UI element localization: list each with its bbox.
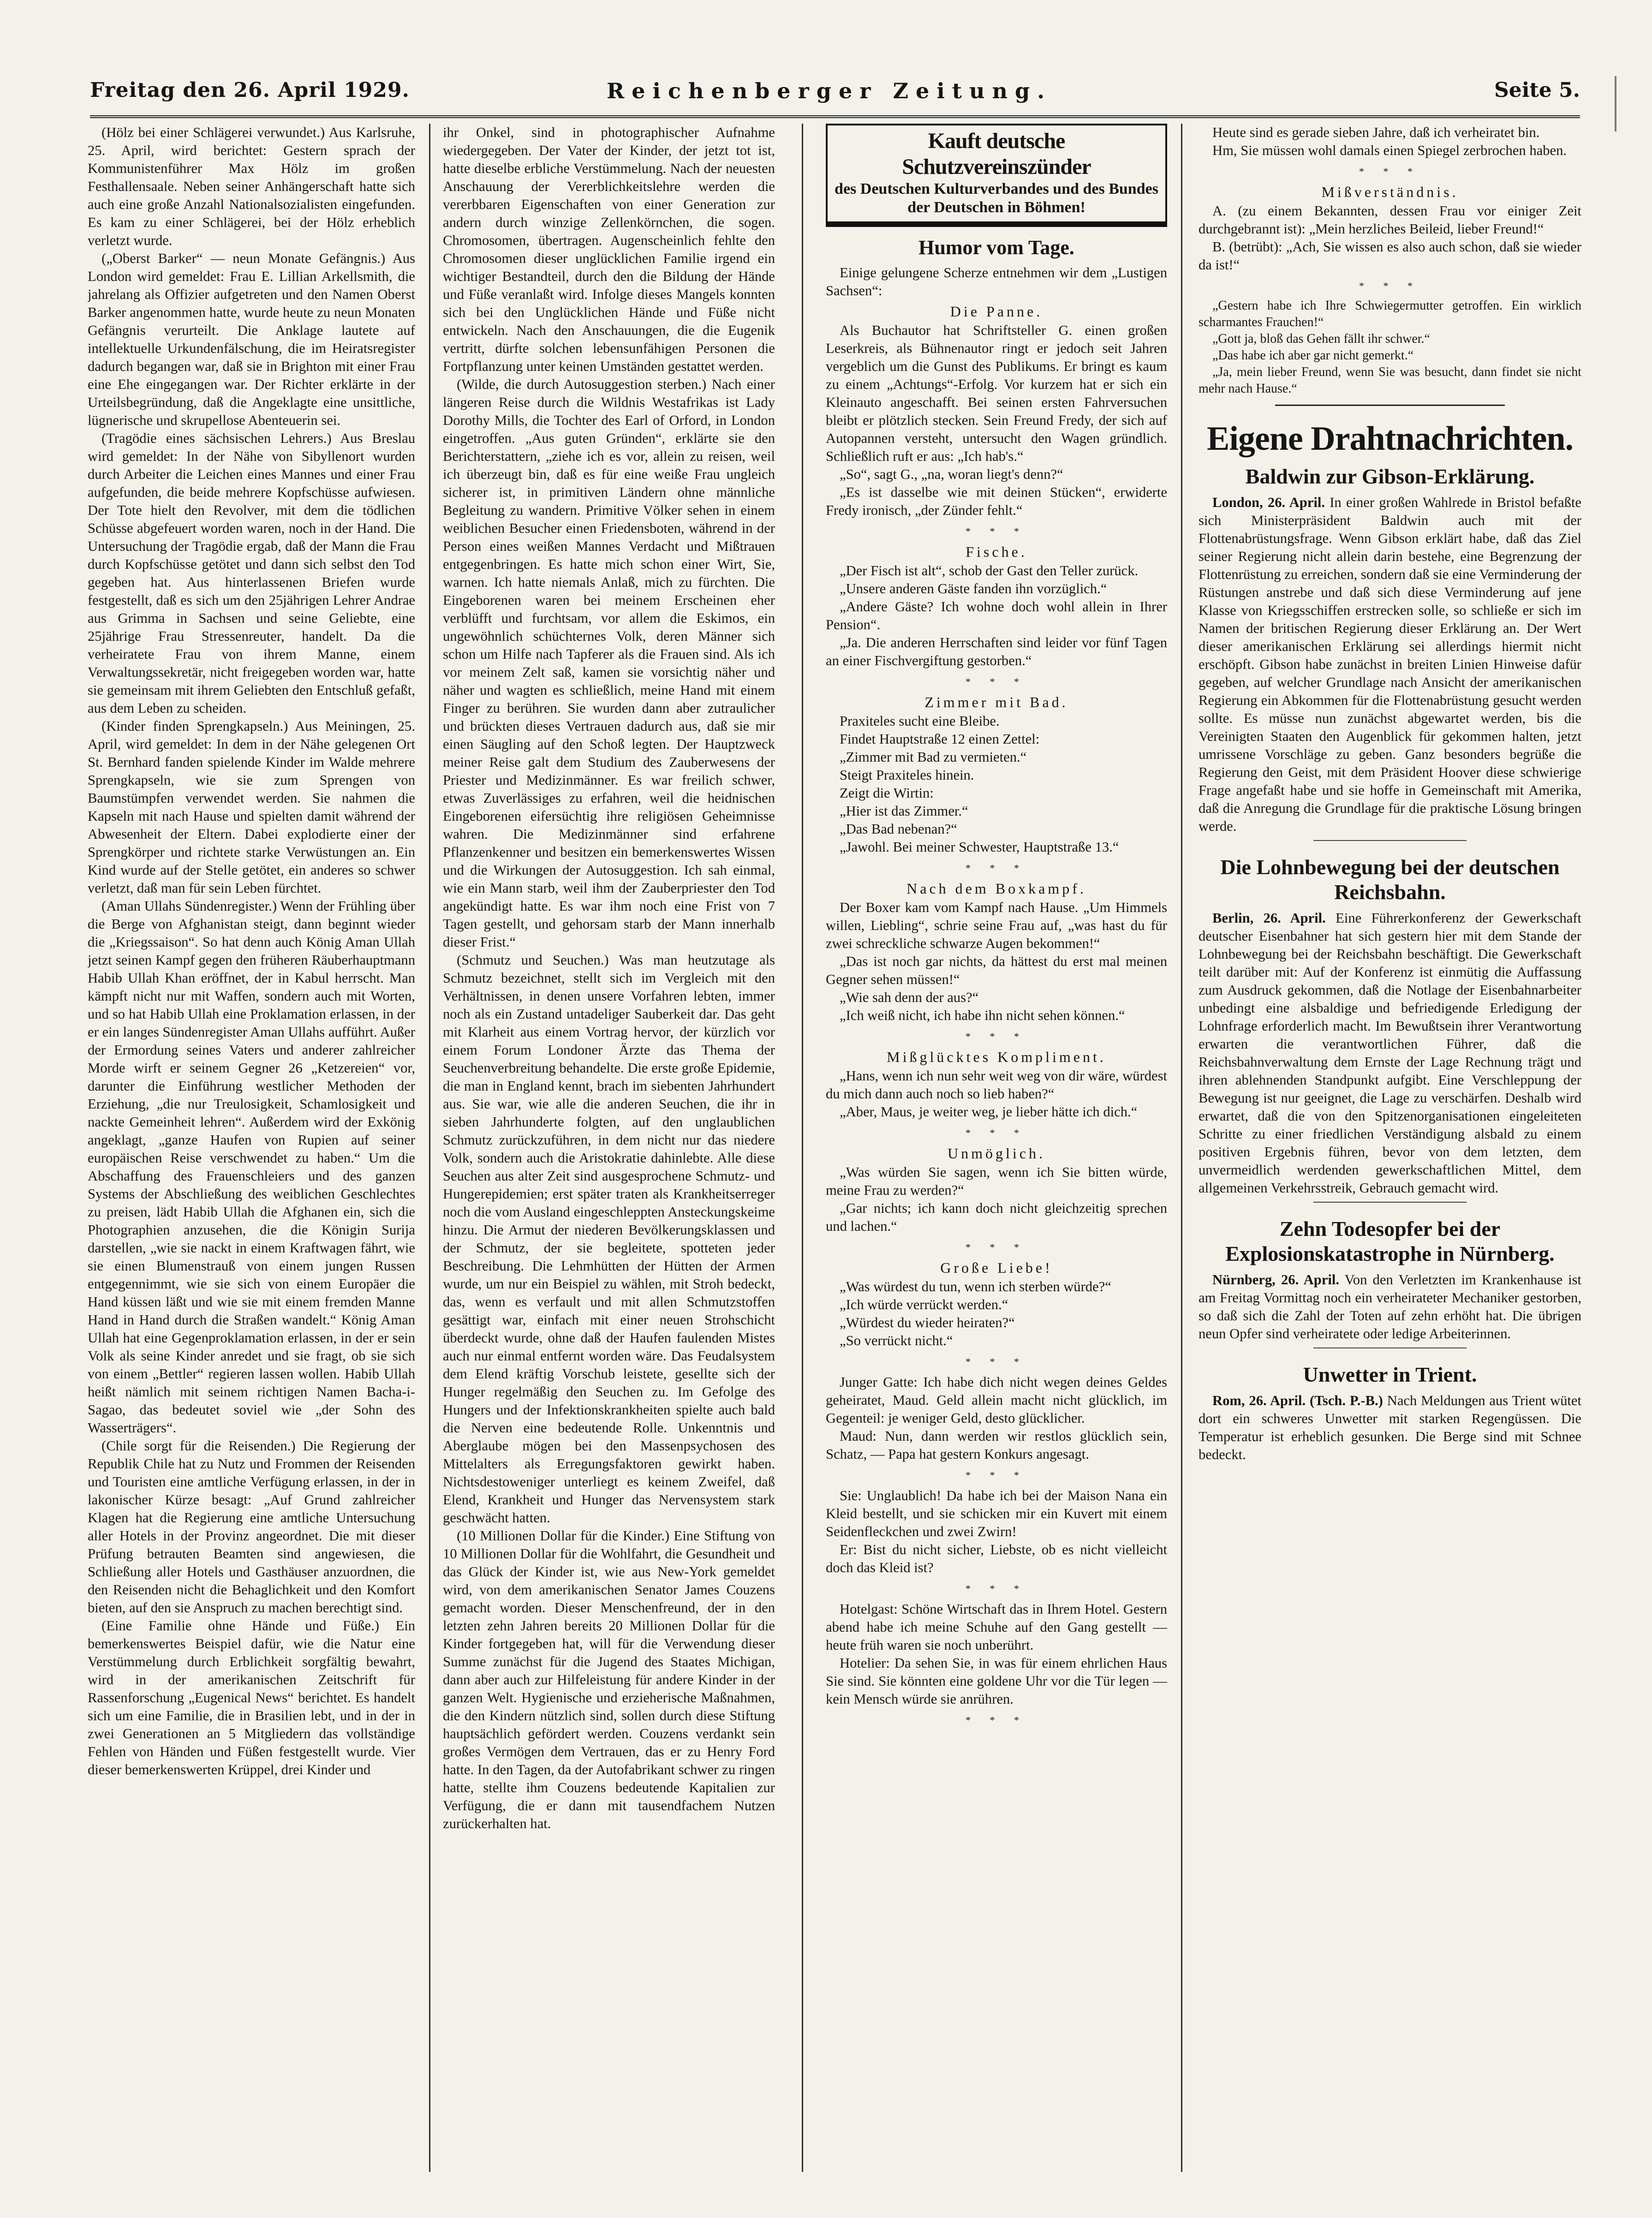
separator-stars: * * * xyxy=(966,862,1027,874)
joke-paragraph: „So“, sagt G., „na, woran liegt's denn?“ xyxy=(840,466,1063,482)
advertisement-box xyxy=(826,124,1167,227)
joke-paragraph: Praxiteles sucht eine Bleibe. xyxy=(840,713,1000,729)
joke-paragraph: „Das Bad nebenan?“ xyxy=(840,821,957,837)
section-rule xyxy=(1313,1202,1467,1203)
column-divider xyxy=(802,124,803,2172)
separator-stars: * * * xyxy=(966,1356,1027,1367)
joke-paragraph: Hm, Sie müssen wohl damals einen Spiegel zerbrochen haben. xyxy=(1212,143,1567,158)
dateline: Berlin, 26. April. xyxy=(1212,910,1326,926)
section-rule xyxy=(1313,840,1467,841)
joke-paragraph: Hotelgast: Schöne Wirtschaft das in Ihrem Hotel. Gestern abend habe ich meine Schuhe auf den Gang gestellt — heute früh waren sie noch unberührt. xyxy=(826,1601,1167,1653)
masthead-rule xyxy=(90,115,1580,118)
joke-paragraph: „Gott ja, bloß das Gehen fällt ihr schwer.“ xyxy=(1212,332,1430,346)
joke-paragraph: „Gestern habe ich Ihre Schwiegermutter getroffen. Ein wirklich scharmantes Frauchen!“ xyxy=(1199,298,1581,329)
joke-paragraph: A. (zu einem Bekannten, dessen Frau vor einiger Zeit durchgebrannt ist): „Mein herzliches Beileid, lieber Freund!“ xyxy=(1199,203,1581,237)
joke-paragraph: „Würdest du wieder heiraten?“ xyxy=(840,1315,1015,1330)
joke-title: Zimmer mit Bad. xyxy=(924,694,1068,710)
column-divider xyxy=(429,124,430,2172)
joke-paragraph: „Aber, Maus, je weiter weg, je lieber hätte ich dich.“ xyxy=(840,1104,1138,1120)
news-item-autosuggestion: (Wilde, die durch Autosuggestion sterben.) Nach einer längeren Reise durch die Wildnis Westafrikas ist Lady Dorothy Mills, die Tochter des Earl of Orford, in London eingetroffen. „Aus guten Gründen“, erklärte sie den Berichterstattern, „ziehe ich es vor, allein zu reisen, weil ich überzeugt bin, daß es für eine weiße Frau ungleich sicherer ist, in primitiven Ländern ohne männliche Begleitung zu wandern. Primitive Völker sehen in einem weiblichen Besucher einen Friedensboten, während in der Person eines weißen Mannes Verdacht und Mißtrauen entgegenbringen. Es hatte mich schon einer Wirt, Sie, warnen. Ich hatte niemals Anlaß, mich zu fürchten. Die Eingeborenen waren bei meinem Erscheinen eher verblüfft und furchtsam, vor allem die Eskimos, ein ungewöhnlich schüchternes Volk, deren Männer sich schon um Hilfe nach Tapferer als die Frauen sind. Als ich vor meinem Zelt saß, kamen sie vorsichtig näher und näher und wagten es schließlich, meine Hand mit einem Finger zu berühren. Sie wurden dann aber zutraulicher und brückten dieses Vertrauen dadurch aus, daß sie mir einen Säugling auf den Schoß legten. Der Hauptzweck meiner Reise galt dem Studium des Zauberwesens der Priester und Medizinmänner. Es war freilich schwer, etwas Zuverlässiges zu erfahren, weil die heidnischen Eingeborenen eifersüchtig ihre religiösen Geheimnisse wahren. Die Medizinmänner sind erfahrene Pflanzenkenner und besitzen ein bemerkenswertes Wissen und die Wirkungen der Autosuggestion. Ich sah einmal, wie ein Mann starb, weil ihm der Zauberpriester den Tod angekündigt hatte. Es war ihm noch eine Frist von 7 Tagen gestellt, und gehorsam starb der Mann innerhalb dieser Frist.“ xyxy=(443,376,775,950)
dateline: London, 26. April. xyxy=(1212,495,1325,510)
joke-paragraph: „Andere Gäste? Ich wohne doch wohl allein in Ihrer Pension“. xyxy=(826,599,1167,632)
joke-paragraph: Zeigt die Wirtin: xyxy=(840,785,934,801)
joke-paragraph: Er: Bist du nicht sicher, Liebste, ob es nicht vielleicht doch das Kleid ist? xyxy=(826,1542,1167,1575)
column-2 xyxy=(443,124,775,2172)
joke-title: Große Liebe! xyxy=(940,1259,1053,1276)
joke-paragraph: B. (betrübt): „Ach, Sie wissen es also auch schon, daß sie wieder da ist!“ xyxy=(1199,239,1581,273)
separator-stars: * * * xyxy=(966,1714,1027,1726)
article-text: Von den Verletzten im Krankenhause ist am Freitag Vormittag noch ein verheirateter Mechaniker gestorben, so daß sich die Zahl der Toten auf zehn erhöht hat. Die übrigen neun Opfer sind verheiratete oder ledige Arbeiterinnen. xyxy=(1199,1272,1581,1342)
joke-paragraph: „Ich würde verrückt werden.“ xyxy=(840,1297,1008,1312)
issue-date: Freitag den 26. April 1929. xyxy=(90,78,410,102)
article-body-lohnbewegung xyxy=(1199,909,1581,1197)
separator-stars: * * * xyxy=(966,1031,1027,1042)
article-text: In einer großen Wahlrede in Bristol befaßte sich Ministerpräsident Baldwin auch mit der Flottenabrüstungsfrage. Wenn Gibson erklärt habe, daß das Ziel seiner Regierung nicht allein darin bestehe, eine Begrenzung der Flottenrüstung zu erreichen, sondern daß sie eine Verminderung der Rüstungen anstrebe und daß sich diese Verminderung auf jene Klasse von Kriegsschiffen erstrecken solle, so schließe er sich im Namen der britischen Regierung dieser Erklärung an. Der Wert dieser amerikanischen Erklärung sei allerdings hiermit nicht erschöpft. Gibson habe zunächst in breiten Linien Hinweise dafür gegeben, auf welcher Grundlage nach Ansicht der amerikanischen Regierung ein Abkommen für die Flottenabrüstung gesucht werden sollte. Es müsse nun zunächst abgewartet werden, bis die Vereinigten Staaten den Augenblick für gekommen halten, jetzt umrissene Vorschläge zu geben. Ganz besonders begrüße die Regierung den Geist, mit dem Präsident Hoover diese schwierige Frage angefaßt habe und sie hoffe in Gemeinschaft mit Amerika, daß die Anregung die Grundlage für die praktische Lösung bringen werde. xyxy=(1199,495,1581,834)
article-body-baldwin xyxy=(1199,494,1581,835)
newspaper-title: Reichenberger Zeitung. xyxy=(607,78,1052,103)
news-item-hoelz: (Hölz bei einer Schlägerei verwundet.) Aus Karlsruhe, 25. April, wird berichtet: Gestern sprach der Kommunistenführer Max Hölz im großen Festhallensaale. Neben seiner Anhängerschaft hatte sich auch eine große Anzahl Nationalsozialisten eingefunden. Es kam zu einer Schlägerei, bei der Hölz erheblich verletzt wurde. xyxy=(88,125,415,248)
joke-title: Nach dem Boxkampf. xyxy=(907,880,1086,897)
article-text: Nach Meldungen aus Trient wütet dort ein schweres Unwetter mit starken Regengüssen. Die Temperatur ist erheblich gesunken. Die Berge sind mit Schnee bedeckt. xyxy=(1199,1393,1581,1462)
dateline: Nürnberg, 26. April. xyxy=(1212,1272,1340,1288)
news-item-lehrer-tragoedie: (Tragödie eines sächsischen Lehrers.) Aus Breslau wird gemeldet: In der Nähe von Sibyllenort wurden durch Arbeiter die Leichen eines Mannes und einer Frau aufgefunden, die beide mehrere Kopfschüsse aufwiesen. Der Tote hielt den Revolver, mit dem die tödlichen Schüsse abgefeuert worden waren, noch in der Hand. Die Untersuchung der Tragödie ergab, daß der Mann die Frau durch Kopfschüsse getötet und dann sich selbst den Tod gegeben hat. Aus hinterlassenen Briefen wurde festgestellt, daß es sich um den 25jährigen Lehrer Andrae aus Grimma in Sachsen und seine Geliebte, eine 25jährige Frau Stressenreuter, handelt. Da die verheiratete Frau von ihrem Manne, einem Verwaltungssekretär, nicht freigegeben worden war, hatte sie gemeinsam mit ihrem Geliebten den Entschluß gefaßt, aus dem Leben zu scheiden. xyxy=(88,430,415,716)
ad-headline: Kauft deutsche Schutzvereinszünder xyxy=(902,129,1091,179)
joke-paragraph: „Der Fisch ist alt“, schob der Gast den Teller zurück. xyxy=(840,563,1139,578)
joke-paragraph: „Das habe ich aber gar nicht gemerkt.“ xyxy=(1212,348,1414,363)
column-divider xyxy=(1181,124,1182,2172)
news-item-stiftung: (10 Millionen Dollar für die Kinder.) Eine Stiftung von 10 Millionen Dollar für die Wohlfahrt, die Gesundheit und das Glück der Kinder ist, wie aus New-York gemeldet wird, von dem amerikanischen Senator James Couzens gemacht worden. Dieser Menschenfreund, der in den letzten zehn Jahren bereits 20 Millionen Dollar für die Kinder fortgegeben hat, will für die Verwendung dieser Summe zunächst für die Jugend des Staates Michigan, dann aber auch zur Hilfeleistung für andere Kinder in der ganzen Welt. Hygienische und erzieherische Maßnahmen, die den Kindern nützlich sind, sollen durch diese Stiftung hauptsächlich gefördert werden. Couzens verdankt sein großes Vermögen dem Vertrauen, das er zu Henry Ford hatte. In den Tagen, da der Autofabrikant schwer zu ringen hatte, stellte ihm Couzens bedeutende Kapitalien zur Verfügung, die er dann mit tausendfachem Nutzen zurückerhalten hat. xyxy=(443,1528,775,1831)
separator-stars: * * * xyxy=(966,1583,1027,1594)
article-headline-nuernberg: Zehn Todesopfer bei der Explosionskatastrophe in Nürnberg. xyxy=(1225,1217,1555,1265)
joke-paragraph: Der Boxer kam vom Kampf nach Hause. „Um Himmels willen, Liebling“, schrie seine Frau auf, „was hast du für zwei schreckliche schwarze Augen bekommen!“ xyxy=(826,900,1167,951)
news-item-schmutz-seuchen: (Schmutz und Seuchen.) Was man heutzutage als Schmutz bezeichnet, stellt sich im Vergleich mit den Verhältnissen, in denen unsere Vorfahren lebten, immer noch als ein Zustand untadeliger Sauberkeit dar. Das geht mit Klarheit aus einem Vortrag hervor, der kürzlich vor einem Forum Londoner Ärzte das Thema der Seuchenverbreitung behandelte. Die erste große Epidemie, die man in England kennt, brach im siebenten Jahrhundert aus. Sie war, wie alle die anderen Seuchen, die ihr in sieben Jahrhunderte folgten, auf den unglaublichen Schmutz zurückzuführen, in dem nicht nur das niedere Volk, sondern auch die Aristokratie dahinlebte. Alle diese Seuchen aus alter Zeit sind ausgesprochene Schmutz- und Hungerepidemien; erst später traten als Krankheitserreger noch die vom Ausland eingeschleppten Ansteckungskeime hinzu. Die Armut der niederen Bevölkerungsklassen und der Schmutz, der sie begleitete, spotteten jeder Beschreibung. Die Lehmhütten der Hütten der Armen wurde, um nur ein Beispiel zu wählen, mit Stroh bedeckt, das, wenn es verfault und mit allen Schmutzstoffen gesättigt war, einfach mit einer neuen Strohschicht überdeckt wurde, ohne daß der Haufen faulenden Mistes auch nur einmal entfernt worden wäre. Das Feudalsystem dem Elend kräftig Vorschub leistete, gesellte sich der Hunger regelmäßig den Seuchen zu. Im Gefolge des Hungers und der Infektionskrankheiten spielte auch bald die Nerven eine bedeutende Rolle. Unkenntnis und Aberglaube mögen bei den Massenpsychosen des Mittelalters als Erregungsfaktoren gewirkt haben. Nichtsdestoweniger unterliegt es keinem Zweifel, daß Elend, Krankheit und Hunger das Nervensystem stark geschwächt hatten. xyxy=(443,952,775,1526)
section-rule xyxy=(1275,405,1505,406)
news-item-familie: (Eine Familie ohne Hände und Füße.) Ein bemerkenswertes Beispiel dafür, wie die Natur eine Verstümmelung durch Erblichkeit sorgfältig bewahrt, wird in der amerikanischen Zeitschrift für Rassenforschung „Eugenical News“ berichtet. Es handelt sich um eine Familie, die in Brasilien lebt, und in der in zwei Generationen an 5 Mitgliedern das vollständige Fehlen von Händen und Füßen festgestellt wurde. Vier dieser bemerkenswerten Krüppel, drei Kinder und xyxy=(88,1618,415,1777)
article-headline-lohnbewegung: Die Lohnbewegung bei der deutschen Reichsbahn. xyxy=(1220,855,1560,904)
joke-paragraph: „Zimmer mit Bad zu vermieten.“ xyxy=(840,749,1027,765)
section-rule xyxy=(1313,1347,1467,1348)
humor-title: Humor vom Tage. xyxy=(918,236,1074,259)
joke-paragraph: Heute sind es gerade sieben Jahre, daß ich verheiratet bin. xyxy=(1212,125,1540,140)
joke-paragraph: „Hier ist das Zimmer.“ xyxy=(840,803,968,819)
separator-stars: * * * xyxy=(966,1127,1027,1139)
joke-paragraph: Sie: Unglaublich! Da habe ich bei der Maison Nana ein Kleid bestellt, und sie schicken mir ein Kuvert mit einem Seidenfleckchen und zwei Zwirn! xyxy=(826,1488,1167,1539)
joke-paragraph: „Wie sah denn der aus?“ xyxy=(840,990,979,1005)
joke-paragraph: „So verrückt nicht.“ xyxy=(840,1333,953,1348)
joke-paragraph: „Gar nichts; ich kann doch nicht gleichzeitig sprechen und lachen.“ xyxy=(826,1200,1167,1234)
joke-title: Die Panne. xyxy=(950,303,1043,320)
article-text: Eine Führerkonferenz der Gewerkschaft deutscher Eisenbahner hat sich gestern hier mit dem Stande der Lohnbewegung bei der Reichsbahn beschäftigt. Die Gewerkschaft teilt darüber mit: Auf der Konferenz ist einmütig die Auffassung zum Ausdruck gekommen, daß die Notlage der Eisenbahnarbeiter unbedingt eine alsbaldige und befriedigende Erledigung der Lohnfrage erforderlich macht. Im Bewußtsein ihrer Verantwortung erwarten die verantwortlichen Führer, daß die Reichsbahnverwaltung dem Ernste der Lage Rechnung trägt und ihren ablehnenden Standpunkt aufgibt. Eine Verschleppung der Bewegung ist nur geeignet, die Lage zu verschärfen. Deshalb wird erwartet, daß die von den Spitzenorganisationen eingeleiteten Schritte zu einer friedlichen Verständigung alsbald zu einem positiven Ergebnis führen, bevor von dem letzten, dem unvermeidlich werdenden gewerkschaftlichen Mittel, dem allgemeinen Verkehrsstreik, Gebrauch gemacht wird. xyxy=(1199,910,1581,1196)
news-item-familie-cont: ihr Onkel, sind in photographischer Aufnahme wiedergegeben. Der Vater der Kinder, der jetzt tot ist, hatte dieselbe erbliche Verstümmelung. Nach der neuesten Anschauung der Vererblichkeitslehre werden die vererbbaren Eigenschaften von einer Generation zur andern durch winzige Zellenkörnchen, die sogen. Chromosomen, übertragen. Augenscheinlich fehlte den Chromosomen dieser unglücklichen Familie irgend ein wichtiger Bestandteil, durch den die Bildung der Hände und Füße veranlaßt wird. Infolge dieses Mangels konnten sich bei den Unglücklichen Hände und Füße nicht entwickeln. Nach den Anschauungen, die die Eugenik vertritt, dürfte solchen lebensunfähigen Personen die Fortpflanzung unter keinen Umständen gestattet werden. xyxy=(443,125,775,374)
joke-paragraph: Steigt Praxiteles hinein. xyxy=(840,767,974,783)
column-1 xyxy=(88,124,415,2172)
joke-paragraph: Als Buchautor hat Schriftsteller G. einen großen Leserkreis, als Bühnenautor ringt er jedoch seit Jahren vergeblich um die Gunst des Publikums. Er bringt es kaum zu einem „Achtungs“-Erfolg. Vor kurzem hat er sich ein Kleinauto angeschafft. Bei seinen ersten Fahrversuchen bleibt er plötzlich stecken. Sein Freund Fredy, der sich auf Autopannen versteht, untersucht den Wagen gründlich. Schließlich ruft er aus: „Ich hab's.“ xyxy=(826,322,1167,464)
scan-edge-mark xyxy=(1615,76,1616,131)
joke-paragraph: „Das ist noch gar nichts, da hättest du erst mal meinen Gegner sehen müssen!“ xyxy=(826,954,1167,987)
separator-stars: * * * xyxy=(1359,280,1421,292)
joke-paragraph: „Was würdest du tun, wenn ich sterben würde?“ xyxy=(840,1279,1111,1294)
humor-intro: Einige gelungene Scherze entnehmen wir dem „Lustigen Sachsen“: xyxy=(826,265,1167,298)
joke-paragraph: Findet Hauptstraße 12 einen Zettel: xyxy=(840,731,1040,747)
joke-paragraph: „Hans, wenn ich nun sehr weit weg von dir wäre, würdest du mich dann auch noch so lieb haben?“ xyxy=(826,1068,1167,1102)
joke-paragraph: „Ich weiß nicht, ich habe ihn nicht sehen können.“ xyxy=(840,1008,1125,1023)
column-3 xyxy=(826,124,1167,2172)
joke-paragraph: Junger Gatte: Ich habe dich nicht wegen deines Geldes geheiratet, Maud. Geld allein macht nicht glücklich, im Gegenteil: je weniger Geld, desto glücklicher. xyxy=(826,1374,1167,1426)
news-item-oberst-barker: („Oberst Barker“ — neun Monate Gefängnis.) Aus London wird gemeldet: Frau E. Lillian Arkellsmith, die jahrelang als Offizier aufgetreten und den Namen Oberst Barker angenommen hatte, wurde heute zu neun Monaten Gefängnis verurteilt. Die Anklage lautete auf intellektuelle Urkundenfälschung, die im Heiratsregister dadurch begangen war, daß sie in Brighton mit einer Frau eine Ehe eingegangen war. Der Richter erklärte in der Urteilsbegründung, daß die Angeklagte eine unsittliche, lügnerische und skrupellose Abenteuerin sei. xyxy=(88,250,415,428)
news-item-aman-ullah: (Aman Ullahs Sündenregister.) Wenn der Frühling über die Berge von Afghanistan steigt, dann beginnt wieder die „Kriegssaison“. So hat denn auch König Aman Ullah jetzt seinen Kampf gegen den früheren Räuberhauptmann Habib Ullah Khan eröffnet, der in Kabul herrscht. Man kämpft nicht nur mit Waffen, sondern auch mit Worten, und so hat Habib Ullah eine Proklamation erlassen, in der er ein langes Sündenregister Aman Ullahs aufführt. Außer der Ermordung seines Vaters und anderer zahlreicher Morde wirft er seinem Gegner 26 „Ketzereien“ vor, darunter die Einführung westlicher Methoden der Erziehung, „die nur Treulosigkeit, Schamlosigkeit und nackte Gemeinheit lehren“. Außerdem wird der Exkönig angeklagt, „ganze Haufen von Rupien auf seiner europäischen Reise verschwendet zu haben.“ Um die Abschaffung des Frauenschleiers und des ganzen Systems der Abschließung des weiblichen Geschlechtes zu preisen, lädt Habib Ullah die Afghanen ein, sich die Photographien anzusehen, die die Königin Surija darstellen, „wie sie nackt in einem Kraftwagen fährt, wie sie einen Blumenstrauß von einem jungen Russen entgegennimmt, wie sie sich von einem Europäer die Hand küssen läßt und wie sie mit einem fremden Manne Hand in Hand durch die Straßen wandelt.“ König Aman Ullah hat eine Gegenproklamation erlassen, in der er sein Volk als seine Kinder anredet und sie fragt, ob sie sich von einem „Bettler“ regieren lassen wollen. Habib Ullah heißt nämlich mit seinem richtigen Namen Bacha-i-Sagao, das bedeutet soviel wie „der Sohn des Wasserträgers“. xyxy=(88,898,415,1436)
masthead xyxy=(90,78,1580,111)
separator-stars: * * * xyxy=(966,1469,1027,1481)
ad-subline: des Deutschen Kulturverbandes und des Bundes der Deutschen in Böhmen! xyxy=(835,180,1158,216)
joke-paragraph: „Was würden Sie sagen, wenn ich Sie bitten würde, meine Frau zu werden?“ xyxy=(826,1164,1167,1198)
joke-paragraph: „Ja, mein lieber Freund, wenn Sie was besucht, dann findet sie nicht mehr nach Hause.“ xyxy=(1199,365,1581,396)
joke-paragraph: „Unsere anderen Gäste fanden ihn vorzüglich.“ xyxy=(840,581,1107,596)
news-item-chile: (Chile sorgt für die Reisenden.) Die Regierung der Republik Chile hat zu Nutz und Frommen der Reisenden und Touristen eine amtliche Verfügung erlassen, in der in lakonischer Kürze besagt: „Auf Grund zahlreicher Klagen hat die Regierung eine amtliche Untersuchung aller Hotels in der Provinz angeordnet. Die mit dieser Prüfung betrauten Beamten sind angewiesen, die Schließung aller Hotels und Gasthäuser anzuordnen, die den Reisenden nicht die Behaglichkeit und den Komfort bieten, auf den sie Anspruch zu machen berechtigt sind. xyxy=(88,1438,415,1616)
page-number: Seite 5. xyxy=(1494,78,1580,102)
separator-stars: * * * xyxy=(966,676,1027,687)
joke-title: Mißverständnis. xyxy=(1321,184,1459,200)
separator-stars: * * * xyxy=(1359,166,1421,177)
article-headline-trient: Unwetter in Trient. xyxy=(1303,1363,1477,1386)
joke-title: Unmöglich. xyxy=(948,1145,1045,1162)
separator-stars: * * * xyxy=(966,525,1027,537)
joke-paragraph: Hotelier: Da sehen Sie, in was für einem ehrlichen Haus Sie sind. Sie könnten eine goldene Uhr vor die Tür legen — kein Mensch würde sie anrühren. xyxy=(826,1655,1167,1707)
article-body-trient xyxy=(1199,1392,1581,1464)
joke-paragraph: „Ja. Die anderen Herrschaften sind leider vor fünf Tagen an einer Fischvergiftung gestorben.“ xyxy=(826,635,1167,668)
news-item-sprengkapseln: (Kinder finden Sprengkapseln.) Aus Meiningen, 25. April, wird gemeldet: In dem in der Nähe gelegenen Ort St. Bernhard fanden spielende Kinder im Walde mehrere Sprengkapseln, wie sie zum Sprengen von Baumstümpfen verwendet werden. Sie nahmen die Kapseln mit nach Hause und spielten damit während der Abwesenheit der Eltern. Dabei explodierte einer der Sprengkörper und richtete starke Verwüstungen an. Ein Kind wurde auf der Stelle getötet, ein anderes so schwer verletzt, daß man für sein Leben fürchtet. xyxy=(88,718,415,896)
article-headline-baldwin: Baldwin zur Gibson-Erklärung. xyxy=(1245,465,1535,488)
dateline: Rom, 26. April. (Tsch. P.-B.) xyxy=(1212,1393,1383,1408)
joke-title: Mißglücktes Kompliment. xyxy=(887,1049,1106,1065)
joke-paragraph: Maud: Nun, dann werden wir restlos glücklich sein, Schatz, — Papa hat gestern Konkurs angesagt. xyxy=(826,1428,1167,1462)
separator-stars: * * * xyxy=(966,1241,1027,1253)
article-body-nuernberg xyxy=(1199,1271,1581,1343)
joke-paragraph: „Jawohl. Bei meiner Schwester, Hauptstraße 13.“ xyxy=(840,839,1119,855)
column-4 xyxy=(1199,124,1581,2172)
joke-paragraph: „Es ist dasselbe wie mit deinen Stücken“, erwiderte Fredy ironisch, „der Zünder fehlt.“ xyxy=(826,484,1167,518)
section-headline-drahtnachrichten: Eigene Drahtnachrichten. xyxy=(1206,420,1574,458)
joke-title: Fische. xyxy=(966,543,1027,560)
